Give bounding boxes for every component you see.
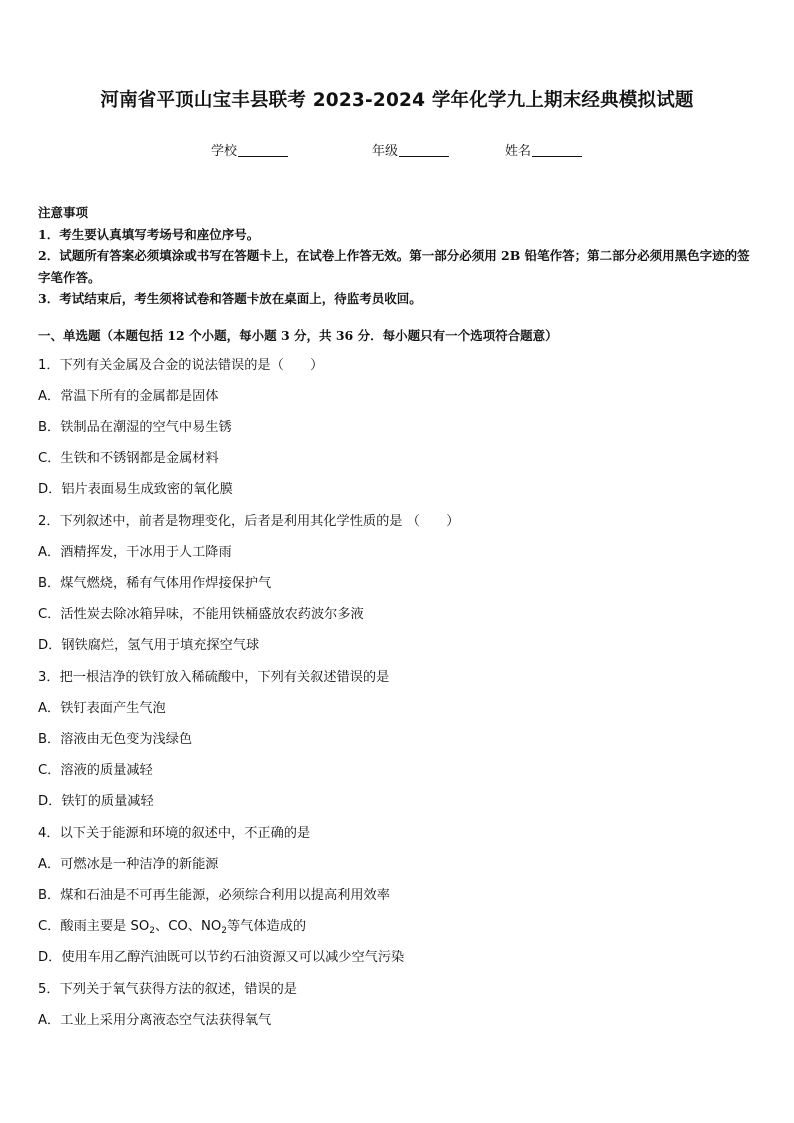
- school-blank[interactable]: [238, 143, 288, 157]
- question-1-option-d: D．铝片表面易生成致密的氧化膜: [38, 482, 233, 497]
- question-4-option-a: A．可燃冰是一种洁净的新能源: [38, 857, 219, 872]
- notes-heading: 注意事项: [38, 205, 89, 220]
- question-4-option-d: D．使用车用乙醇汽油既可以节约石油资源又可以减少空气污染: [38, 950, 405, 965]
- note-item: 1．考生要认真填写考场号和座位序号。: [38, 226, 260, 242]
- notes-block: [38, 202, 760, 310]
- school-field[interactable]: [211, 140, 288, 159]
- option-c-text: C．酸雨主要是 SO: [38, 919, 150, 934]
- name-field[interactable]: [505, 140, 582, 159]
- student-info-fields: [0, 140, 794, 160]
- question-4-option-c: [38, 915, 306, 936]
- note-item: 2．试题所有答案必须填涂或书写在答题卡上，在试卷上作答无效。第一部分必须用 2B 铅笔作答；第二部分必须用黑色字迹的签字笔作答。: [38, 248, 750, 285]
- grade-label: 年级: [372, 144, 399, 159]
- question-3-stem: 3．把一根洁净的铁钉放入稀硫酸中，下列有关叙述错误的是: [38, 670, 390, 685]
- grade-blank[interactable]: [399, 143, 449, 157]
- question-5-stem: 5．下列关于氧气获得方法的叙述，错误的是: [38, 982, 297, 997]
- note-item: 3．考试结束后，考生须将试卷和答题卡放在桌面上，待监考员收回。: [38, 291, 422, 306]
- option-c-text: 、CO、NO: [155, 919, 222, 934]
- grade-field[interactable]: [372, 140, 449, 159]
- name-blank[interactable]: [532, 143, 582, 157]
- subscript-2: 2: [149, 926, 156, 936]
- question-2-option-d: D．钢铁腐烂，氢气用于填充探空气球: [38, 638, 260, 653]
- school-label: 学校: [211, 144, 238, 159]
- question-4-option-b: B．煤和石油是不可再生能源，必须综合利用以提高利用效率: [38, 888, 390, 903]
- question-3-option-c: C．溶液的质量减轻: [38, 763, 153, 778]
- name-label: 姓名: [505, 144, 532, 159]
- question-2-stem: 2．下列叙述中，前者是物理变化，后者是利用其化学性质的是 （ ）: [38, 514, 460, 529]
- question-2-option-a: A．酒精挥发，干冰用于人工降雨: [38, 545, 232, 560]
- question-3-option-d: D．铁钉的质量减轻: [38, 794, 154, 809]
- question-5-option-a: A．工业上采用分离液态空气法获得氧气: [38, 1013, 272, 1028]
- option-c-text: 等气体造成的: [226, 919, 307, 934]
- question-2-option-c: C．活性炭去除冰箱异味，不能用铁桶盛放农药波尔多液: [38, 607, 364, 622]
- question-3-option-a: A．铁钉表面产生气泡: [38, 701, 166, 716]
- subscript-2: 2: [221, 926, 227, 936]
- question-3-option-b: B．溶液由无色变为浅绿色: [38, 732, 193, 747]
- question-1-stem: 1．下列有关金属及合金的说法错误的是（ ）: [38, 358, 324, 373]
- question-1-option-a: A．常温下所有的金属都是固体: [38, 389, 219, 404]
- question-1-option-c: C．生铁和不锈钢都是金属材料: [38, 451, 219, 466]
- question-2-option-b: B．煤气燃烧，稀有气体用作焊接保护气: [38, 576, 272, 591]
- section-heading: 一、单选题（本题包括 12 个小题，每小题 3 分，共 36 分．每小题只有一个选项符合题意）: [38, 328, 558, 343]
- question-1-option-b: B．铁制品在潮湿的空气中易生锈: [38, 420, 232, 435]
- page-title: 河南省平顶山宝丰县联考 2023-2024 学年化学九上期末经典模拟试题: [100, 90, 694, 111]
- question-4-stem: 4．以下关于能源和环境的叙述中，不正确的是: [38, 826, 311, 841]
